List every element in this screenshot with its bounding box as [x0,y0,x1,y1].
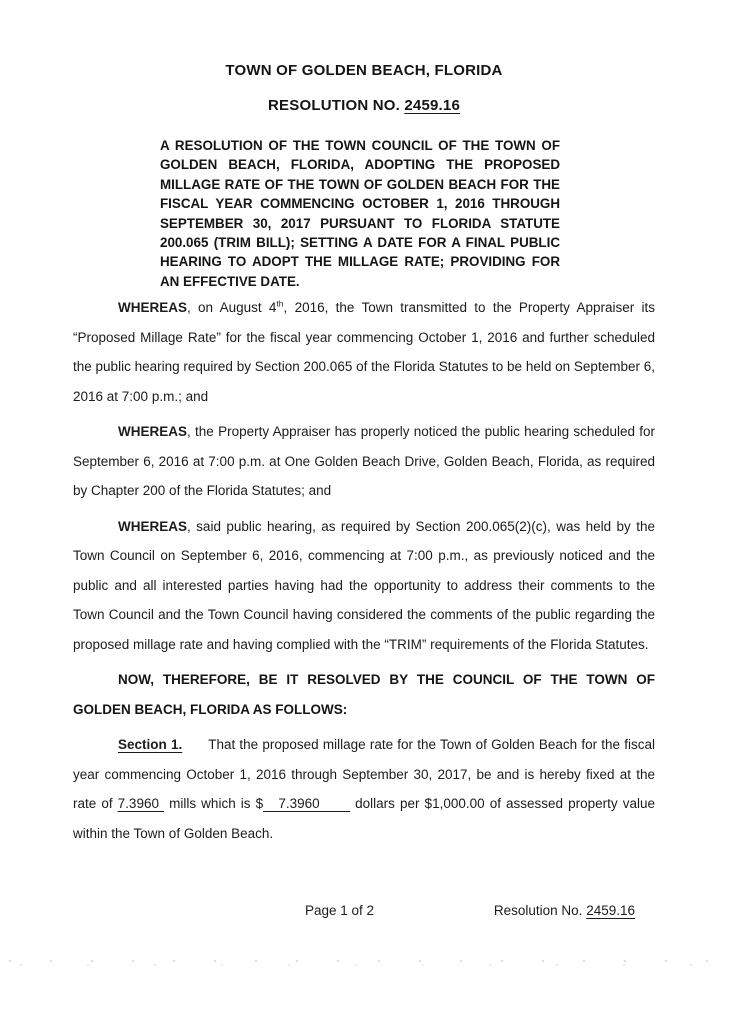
resolution-label: RESOLUTION NO. [268,97,405,114]
whereas-1-text-a: , on August 4 [187,300,277,316]
millage-rate-value: 7.3960 [117,796,165,812]
paragraph-whereas-3 [73,512,655,660]
paragraph-whereas-2 [73,417,655,506]
section-1-text-a: That the proposed millage rate for the Town of Golden Beach for the fiscal year commencing October 1, 2016 through September 30, 2017, be and is hereby fixed at the rate of [73,737,655,812]
whereas-2-text: , the Property Appraiser has properly noticed the public hearing scheduled for September 6, 2016 at 7:00 p.m. at One Golden Beach Drive, Golden Beach, Florida, as required by Chapter 200 of the Florida Statutes; and [73,424,655,499]
footer-resolution-label: Resolution No. [493,903,587,918]
resolution-heading [73,97,655,115]
footer-resolution-reference [494,903,635,919]
whereas-3-lead: WHEREAS [118,518,188,534]
ordinal-superscript: th [276,298,284,309]
whereas-1-lead: WHEREAS [118,300,188,316]
document-title: TOWN OF GOLDEN BEACH, FLORIDA [225,62,503,79]
paragraph-whereas-1 [73,293,655,411]
footer-resolution-number: 2459.16 [586,903,635,918]
whereas-3-text: , said public hearing, as required by Section 200.065(2)(c), was held by the Town Council on September 6, 2016, commencing at 7:00 p.m., as previously noticed and the public and all interested parties having had the opportunity to address their comments to the Town Council and the Town Council having considered the comments of the public regarding the proposed millage rate and having complied with the “TRIM” requirements of the Florida Statutes. [73,518,655,652]
resolution-number: 2459.16 [404,97,460,114]
paragraph-now-therefore: NOW, THEREFORE, BE IT RESOLVED BY THE COUNCIL OF THE TOWN OF GOLDEN BEACH, FLORIDA AS FOLLOWS: [73,672,655,717]
page-footer [0,903,729,921]
section-1-text-b: mills which is $ [164,796,264,812]
section-1-text-c: dollars per $1,000.00 of assessed property value within the Town of Golden Beach. [73,796,655,841]
footer-page-number: Page 1 of 2 [305,903,375,918]
section-1-heading: Section 1. [118,737,183,753]
paragraph-section-1 [73,730,655,848]
whereas-2-lead: WHEREAS [118,424,188,440]
resolution-caption: A RESOLUTION OF THE TOWN COUNCIL OF THE TOWN OF GOLDEN BEACH, FLORIDA, ADOPTING THE PROPOSED MILLAGE RATE OF THE TOWN OF GOLDEN BEACH FOR THE FISCAL YEAR COMMENCING OCTOBER 1, 2016 THROUGH SEPTEMBER 30, 2017 PURSUANT TO FLORIDA STATUTE 200.065 (TRIM BILL); SETTING A DATE FOR A FINAL PUBLIC HEARING TO ADOPT THE MILLAGE RATE; PROVIDING FOR AN EFFECTIVE DATE. [160,138,560,289]
scanner-noise-band [6,956,723,970]
dollar-rate-value: 7.3960 [263,796,351,812]
whereas-1-text-b: , 2016, the Town transmitted to the Property Appraiser its “Proposed Millage Rate” for the fiscal year commencing October 1, 2016 and further scheduled the public hearing required by Section 200.065 of the Florida Statutes to be held on September 6, 2016 at 7:00 p.m.; and [73,300,656,404]
